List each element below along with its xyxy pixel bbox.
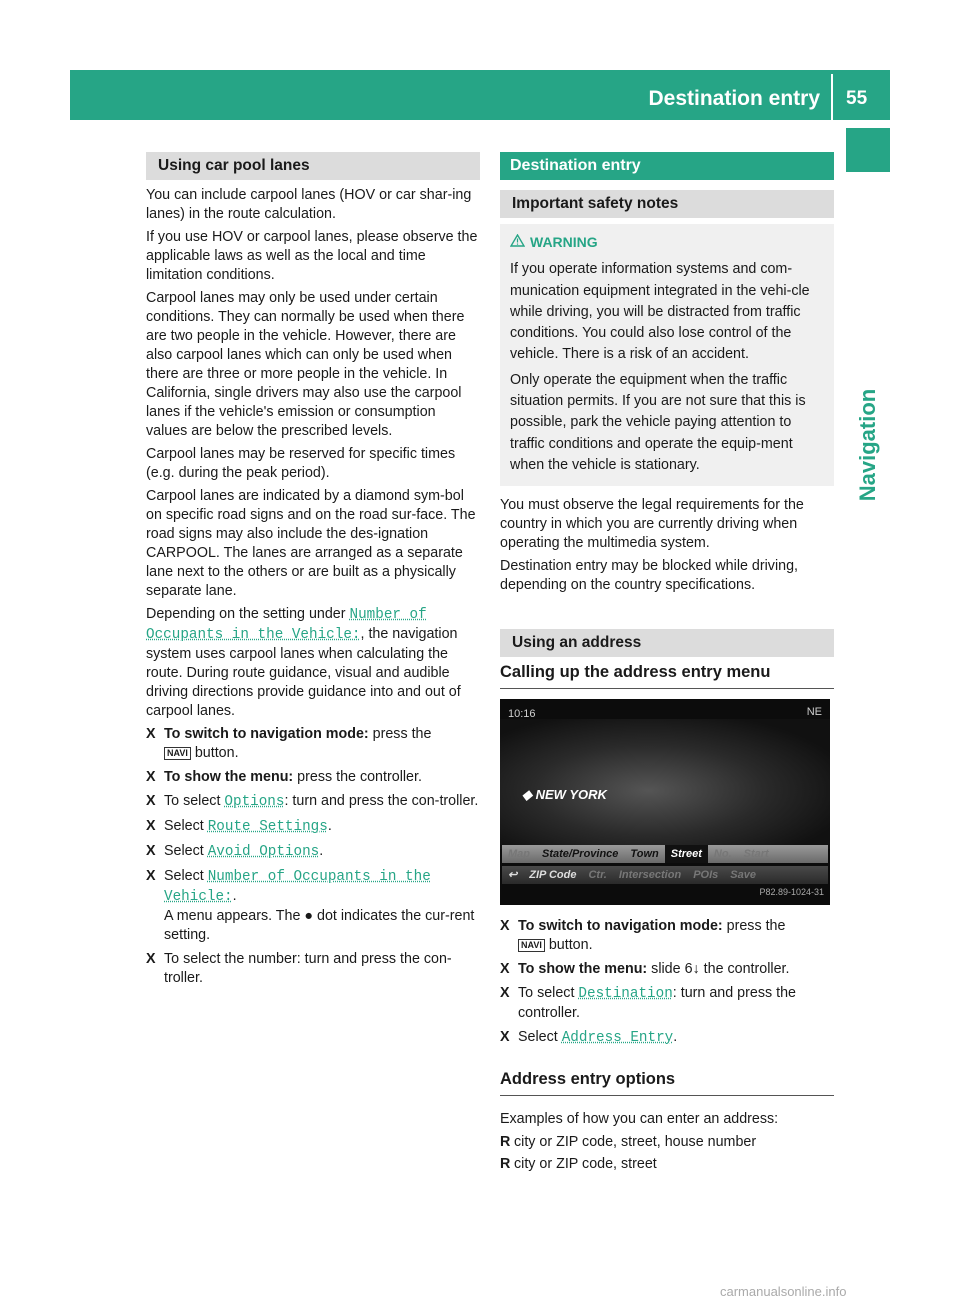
text: press the <box>368 726 432 742</box>
menu-item: Start <box>743 848 769 861</box>
watermark-site: carmanualsonline.info <box>720 1284 847 1299</box>
warning-label: WARNING <box>530 234 598 250</box>
text: . <box>673 1029 678 1046</box>
menu-item: State/Province <box>542 848 619 861</box>
bullet-icon: R <box>500 1134 511 1151</box>
section-heading-safety: Important safety notes <box>500 190 834 218</box>
text: dot indicates the cur-rent setting. <box>164 908 475 943</box>
step-item <box>500 960 834 979</box>
page-number: 55 <box>846 88 868 109</box>
text: To select <box>518 985 579 1002</box>
menu-item: Save <box>730 869 756 882</box>
text: city or ZIP code, street, house number <box>514 1134 757 1151</box>
screen-menu-row-1 <box>502 845 828 863</box>
step-item <box>146 867 480 945</box>
text: : turn and press the con-troller. <box>284 793 479 809</box>
left-column <box>146 152 480 993</box>
section-heading-carpool: Using car pool lanes <box>146 152 480 180</box>
step-item <box>500 917 834 955</box>
paragraph: Destination entry may be blocked while driving, depending on the country specifications. <box>500 558 799 594</box>
warning-title <box>510 232 824 253</box>
paragraph: If you use HOV or carpool lanes, please observe the applicable laws as well as the local and time limitation conditions. <box>146 229 478 283</box>
section-heading-address: Using an address <box>500 629 834 657</box>
step-item <box>146 817 480 837</box>
step-item <box>146 842 480 862</box>
navi-key-icon: NAVI <box>164 747 191 760</box>
text: the controller. <box>699 961 790 978</box>
header-separator <box>831 74 833 120</box>
text: button. <box>544 937 593 954</box>
text: Select <box>164 818 208 834</box>
step-marker-icon: X <box>146 843 156 859</box>
paragraph: Examples of how you can enter an address: <box>500 1111 779 1128</box>
step-title: To show the menu: <box>518 961 648 978</box>
text: : turn and press the controller. <box>518 985 796 1022</box>
menu-item: Intersection <box>618 869 682 882</box>
image-code: P82.89-1024-31 <box>759 887 824 898</box>
menu-code: Options <box>224 794 285 810</box>
screen-time: 10:16 <box>508 708 536 721</box>
list-item <box>500 1155 834 1174</box>
paragraph: You must observe the legal requirements for the country in which you are currently driving when operating the multimedia system. <box>500 497 804 552</box>
screenshot-address-menu <box>500 699 830 905</box>
controller-icon: 6 <box>684 961 693 978</box>
dot-icon: ● <box>304 908 314 924</box>
screen-menu-row-2 <box>502 866 828 884</box>
text: , the navigation system uses carpool lanes when calculating the route. During route guidance, visual and audible driving directions provide guidance into and out of carpool lanes. <box>146 626 461 719</box>
bullet-icon: R <box>500 1156 511 1173</box>
side-tab-block <box>846 128 890 172</box>
menu-item-selected: Street <box>665 845 708 863</box>
menu-code: Address Entry <box>561 1030 674 1047</box>
paragraph: Carpool lanes are indicated by a diamond sym-bol on specific road signs and on the road sur-face. The road signs may also include the des-ignation CARPOOL. The lanes are arranged as a separate lane next to the others or are built as a physically separate lane. <box>146 488 476 599</box>
paragraph: You can include carpool lanes (HOV or car shar-ing lanes) in the route calculation. <box>146 187 472 222</box>
text: To select the number: turn and press the con-troller. <box>164 951 452 986</box>
step-marker-icon: X <box>500 985 510 1002</box>
list-item <box>500 1133 834 1152</box>
step-item <box>146 792 480 812</box>
step-marker-icon: X <box>146 951 156 967</box>
menu-code: Avoid Options <box>207 844 320 860</box>
text: To select <box>164 793 225 809</box>
menu-item: ZIP Code <box>529 869 577 882</box>
menu-item: Ctr. <box>588 869 607 882</box>
step-item <box>146 768 480 787</box>
step-marker-icon: X <box>146 769 156 785</box>
text: button. <box>190 745 239 761</box>
menu-code: Destination <box>578 986 673 1003</box>
text: city or ZIP code, street <box>514 1156 657 1173</box>
text: press the controller. <box>293 769 422 785</box>
text: Select <box>164 843 208 859</box>
arrow-down-icon: ↓ <box>692 961 700 978</box>
step-marker-icon: X <box>146 793 156 809</box>
back-icon: ↩ <box>508 869 518 882</box>
right-column <box>500 152 834 1177</box>
step-item <box>146 950 480 988</box>
subheading-options: Address entry options <box>500 1070 834 1096</box>
step-title: To switch to navigation mode: <box>164 726 369 742</box>
screen-compass: NE <box>806 706 822 719</box>
header-title: Destination entry <box>648 87 820 110</box>
step-item <box>500 984 834 1023</box>
text: slide <box>647 961 685 978</box>
paragraph: Carpool lanes may be reserved for specific times (e.g. during the peak period). <box>146 446 456 481</box>
step-marker-icon: X <box>146 868 156 884</box>
screen-background <box>500 719 830 849</box>
warning-text: If you operate information systems and com-munication equipment integrated in the vehi-cle while driving, you will be distracted from traffic conditions. You could also lose control of the vehicle. There is a risk of an accident. <box>510 261 810 363</box>
menu-item: Town <box>630 848 659 861</box>
warning-text: Only operate the equipment when the traffic situation permits. If you are not sure that this is possible, park the vehicle paying attention to traffic conditions and operate the equip-ment when the vehicle is stationary. <box>510 371 806 473</box>
step-marker-icon: X <box>500 918 510 935</box>
text: Select <box>518 1029 562 1046</box>
text: . <box>232 888 237 904</box>
step-marker-icon: X <box>146 726 156 742</box>
menu-item: Map <box>508 848 530 861</box>
step-title: To show the menu: <box>164 769 294 785</box>
menu-code: Number of Occupants in the Vehicle: <box>164 869 431 905</box>
subheading-calling: Calling up the address entry menu <box>500 663 834 689</box>
paragraph <box>146 605 480 721</box>
paragraph: Carpool lanes may only be used under certain conditions. They can normally be used when there are two people in the vehicle. However, there are also carpool lanes which can only be used when there are three or more people in the vehicle. In California, single drivers may also use the carpool lanes if the vehicle's emission or consumption values are below the prescribed levels. <box>146 290 465 439</box>
side-tab-text: Navigation <box>855 388 880 502</box>
text: press the <box>722 918 786 935</box>
screen-city: ◆ NEW YORK <box>522 787 607 803</box>
menu-code: Route Settings <box>207 819 328 835</box>
step-marker-icon: X <box>500 1029 510 1046</box>
section-title-destination: Destination entry <box>500 152 834 180</box>
menu-item: POIs <box>693 869 719 882</box>
step-title: To switch to navigation mode: <box>518 918 723 935</box>
menu-code-occupants: Number of Occupants in the Vehicle: <box>146 607 427 643</box>
warning-box <box>500 224 834 486</box>
text: . <box>319 843 324 859</box>
step-item <box>500 1028 834 1048</box>
city-name: NEW YORK <box>535 787 607 803</box>
step-item <box>146 725 480 763</box>
text: A menu appears. The <box>164 908 305 924</box>
text: Select <box>164 868 208 884</box>
text: Depending on the setting under <box>146 606 350 622</box>
step-marker-icon: X <box>146 818 156 834</box>
step-marker-icon: X <box>500 961 510 978</box>
text: . <box>327 818 332 834</box>
warning-triangle-icon <box>510 232 526 253</box>
navi-key-icon: NAVI <box>518 939 545 952</box>
menu-item: No. <box>713 848 732 861</box>
